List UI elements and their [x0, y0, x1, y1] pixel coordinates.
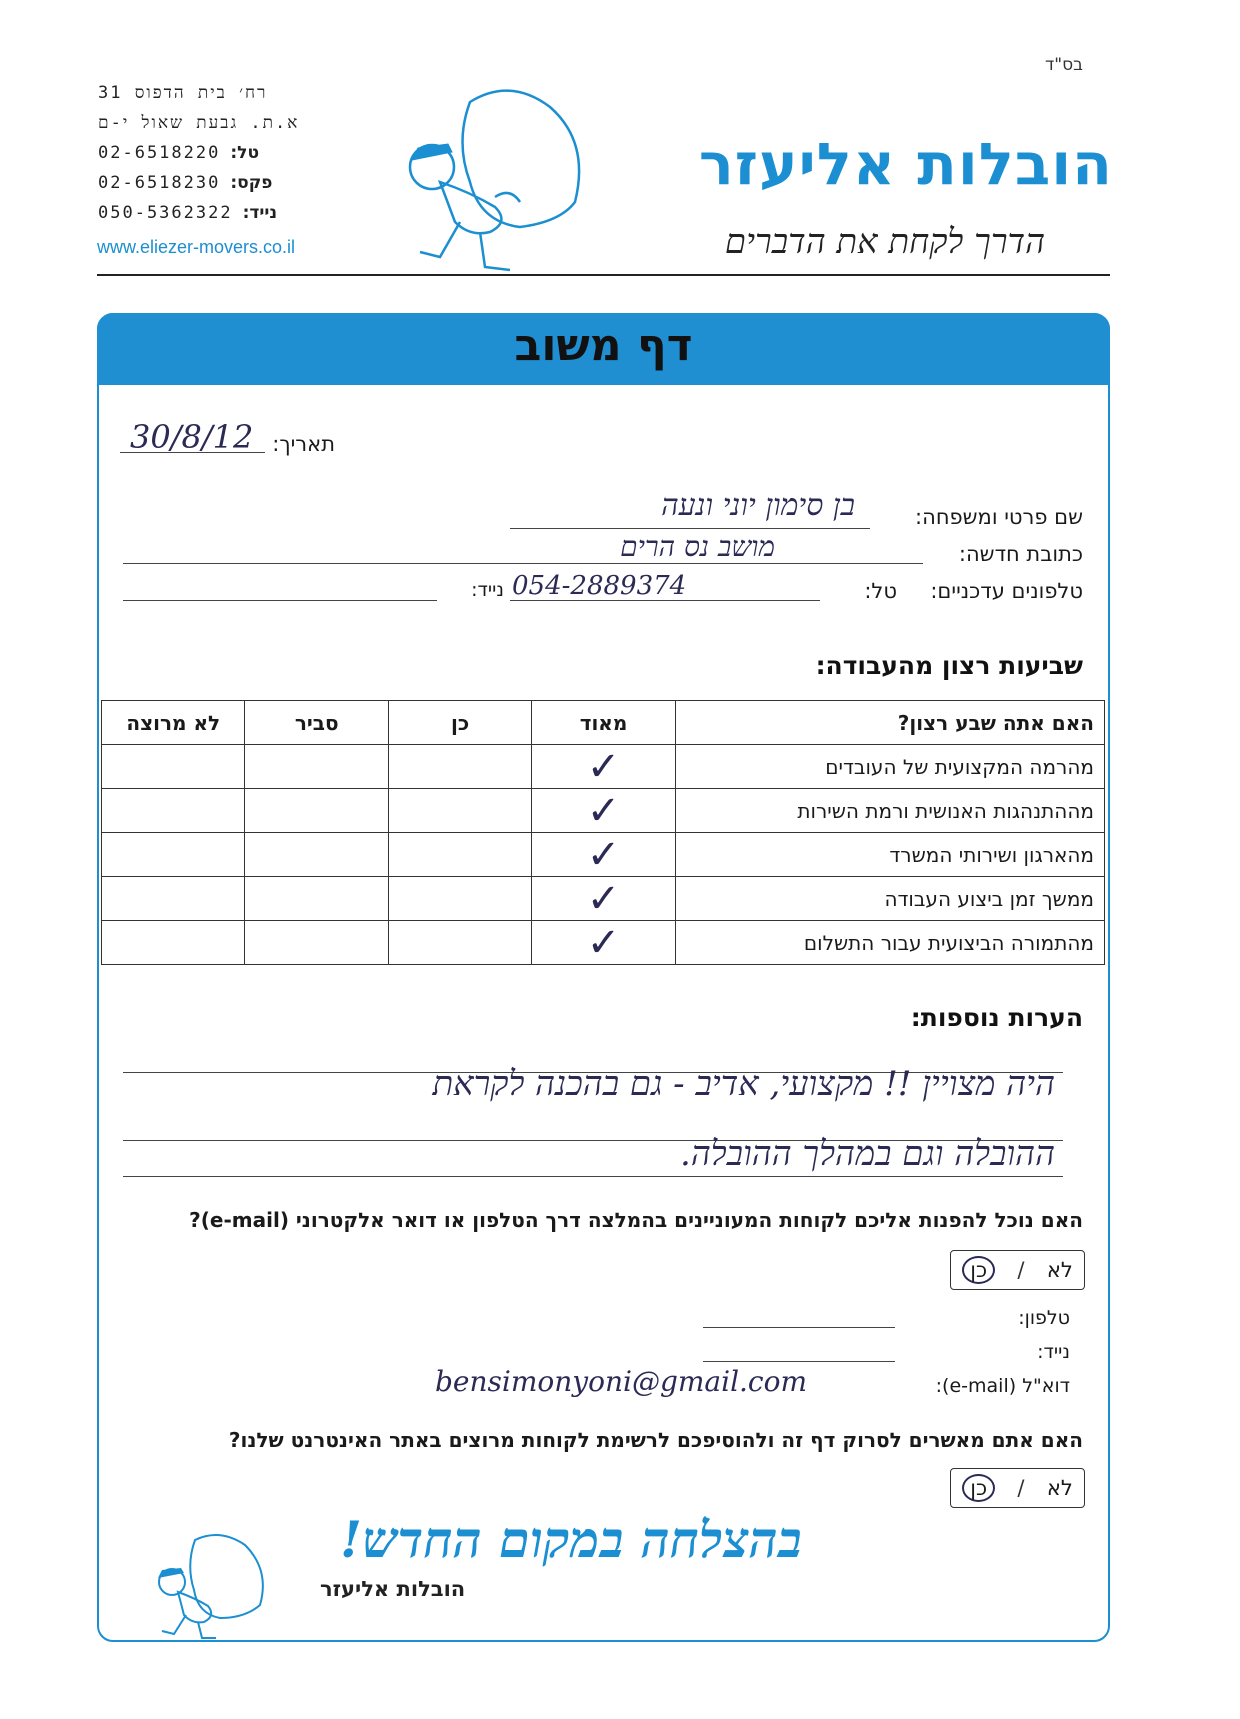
name-label: שם פרטי ומשפחה:	[915, 505, 1083, 529]
fax-label: פקס:	[230, 173, 273, 193]
phone-row	[98, 138, 328, 168]
cell-reasonable[interactable]	[245, 789, 388, 833]
phones-label: טלפונים עדכניים:	[930, 579, 1083, 603]
comment-text-1[interactable]: היה מצויין !! מקצועי, אדיב - גם בהכנה לקראת	[432, 1064, 1055, 1104]
checkmark-icon: ✓	[586, 787, 621, 834]
date-label: תאריך:	[272, 432, 335, 456]
footer-mascot-logo	[150, 1530, 280, 1640]
email-value[interactable]: bensimonyoni@gmail.com	[435, 1365, 808, 1398]
column-header: האם אתה שבע רצון?	[675, 701, 1104, 745]
company-slogan: הדרך לקחת את הדברים	[724, 222, 1045, 262]
address-line	[123, 563, 923, 564]
satisfaction-table	[101, 700, 1105, 965]
row-question: מהתמורה הביצועית עבור התשלום	[675, 921, 1104, 965]
mobile-field-label: נייד:	[471, 579, 504, 601]
mobile-row	[98, 198, 328, 228]
row-question: ממשך זמן ביצוע העבודה	[675, 877, 1104, 921]
mascot-logo	[400, 82, 620, 277]
tel-label: טל:	[864, 579, 897, 603]
cell-unsatisfied[interactable]	[102, 789, 245, 833]
cell-yes[interactable]	[388, 745, 531, 789]
date-value[interactable]: 30/8/12	[130, 418, 254, 456]
mobile-label: נייד:	[242, 203, 278, 223]
checkmark-icon: ✓	[586, 831, 621, 878]
row-question: מהארגון ושירותי המשרד	[675, 833, 1104, 877]
referral-no-option[interactable]: לא	[1046, 1258, 1073, 1282]
column-header: כן	[388, 701, 531, 745]
table-row	[102, 921, 1105, 965]
website-link[interactable]: www.eliezer-movers.co.il	[97, 237, 296, 257]
publish-no-option[interactable]: לא	[1046, 1476, 1073, 1500]
publish-yes-option[interactable]: כן	[962, 1474, 995, 1502]
referral-question: האם נוכל להפנות אליכם לקוחות המעוניינים בהמלצה דרך הטלפון או דואר אלקטרוני (e-mail)?	[189, 1208, 1083, 1232]
referral-phone-label: טלפון:	[1018, 1307, 1070, 1329]
name-value[interactable]: בן סימון יוני ונעה	[661, 488, 855, 523]
comments-heading: הערות נוספות:	[910, 1003, 1083, 1032]
referral-yes-option[interactable]: כן	[962, 1256, 995, 1284]
checkmark-icon: ✓	[586, 919, 621, 966]
contact-block	[98, 78, 328, 228]
footer-slogan: בהצלחה במקום החדש!	[340, 1510, 802, 1569]
email-label: דוא"ל (e-mail):	[935, 1375, 1070, 1397]
referral-phone-line	[703, 1327, 895, 1328]
form-title: דף משוב	[514, 320, 693, 371]
cell-unsatisfied[interactable]	[102, 833, 245, 877]
company-name: הובלות אליעזר	[698, 130, 1113, 198]
comment-line-3	[123, 1176, 1063, 1177]
address-line-1: רח׳ בית הדפוס 31	[98, 83, 268, 103]
cell-unsatisfied[interactable]	[102, 745, 245, 789]
cell-yes[interactable]	[388, 921, 531, 965]
referral-mobile-line	[703, 1361, 895, 1362]
cell-reasonable[interactable]	[245, 921, 388, 965]
table-row	[102, 833, 1105, 877]
cell-unsatisfied[interactable]	[102, 921, 245, 965]
checkmark-icon: ✓	[586, 875, 621, 922]
cell-reasonable[interactable]	[245, 745, 388, 789]
address-line-2: א.ת. גבעת שאול י-ם	[98, 113, 300, 133]
publish-question: האם אתם מאשרים לסרוק דף זה ולהוסיפכם לרשימת לקוחות מרוצים באתר האינטרנט שלנו?	[228, 1428, 1083, 1452]
cell-yes[interactable]	[388, 877, 531, 921]
cell-very[interactable]	[532, 833, 675, 877]
table-row	[102, 745, 1105, 789]
header-divider	[97, 274, 1110, 276]
cell-very[interactable]	[532, 877, 675, 921]
phone-label: טל:	[230, 143, 259, 163]
address-label: כתובת חדשה:	[958, 542, 1083, 566]
cell-very[interactable]	[532, 789, 675, 833]
referral-mobile-label: נייד:	[1037, 1341, 1070, 1363]
table-row	[102, 789, 1105, 833]
cell-reasonable[interactable]	[245, 833, 388, 877]
mobile-value[interactable]: 054-2889374	[512, 571, 687, 601]
name-line	[510, 528, 870, 529]
fax-row	[98, 168, 328, 198]
cell-very[interactable]	[532, 921, 675, 965]
satisfaction-heading: שביעות רצון מהעבודה:	[815, 651, 1083, 680]
cell-unsatisfied[interactable]	[102, 877, 245, 921]
comment-text-2[interactable]: ההובלה וגם במהלך ההובלה.	[680, 1134, 1055, 1174]
cell-very[interactable]	[532, 745, 675, 789]
checkmark-icon: ✓	[586, 743, 621, 790]
row-question: מהרמה המקצועית של העובדים	[675, 745, 1104, 789]
cell-yes[interactable]	[388, 833, 531, 877]
column-header: סביר	[245, 701, 388, 745]
mobile-number: 050-5362322	[98, 203, 233, 223]
table-row	[102, 877, 1105, 921]
phone-number: 02-6518220	[98, 143, 221, 163]
bsd-mark: בס"ד	[1045, 55, 1083, 75]
table-header-row	[102, 701, 1105, 745]
fax-number: 02-6518230	[98, 173, 221, 193]
address-value[interactable]: מושב נס הרים	[620, 530, 775, 563]
column-header: מאוד	[532, 701, 675, 745]
publish-yes-no-box[interactable]: לא / כן	[950, 1468, 1085, 1508]
row-question: מההתנהגות האנושית ורמת השירות	[675, 789, 1104, 833]
column-header: לא מרוצה	[102, 701, 245, 745]
cell-reasonable[interactable]	[245, 877, 388, 921]
mobile-line	[123, 600, 437, 601]
referral-yes-no-box[interactable]: לא / כן	[950, 1250, 1085, 1290]
cell-yes[interactable]	[388, 789, 531, 833]
footer-company-name: הובלות אליעזר	[320, 1577, 466, 1601]
